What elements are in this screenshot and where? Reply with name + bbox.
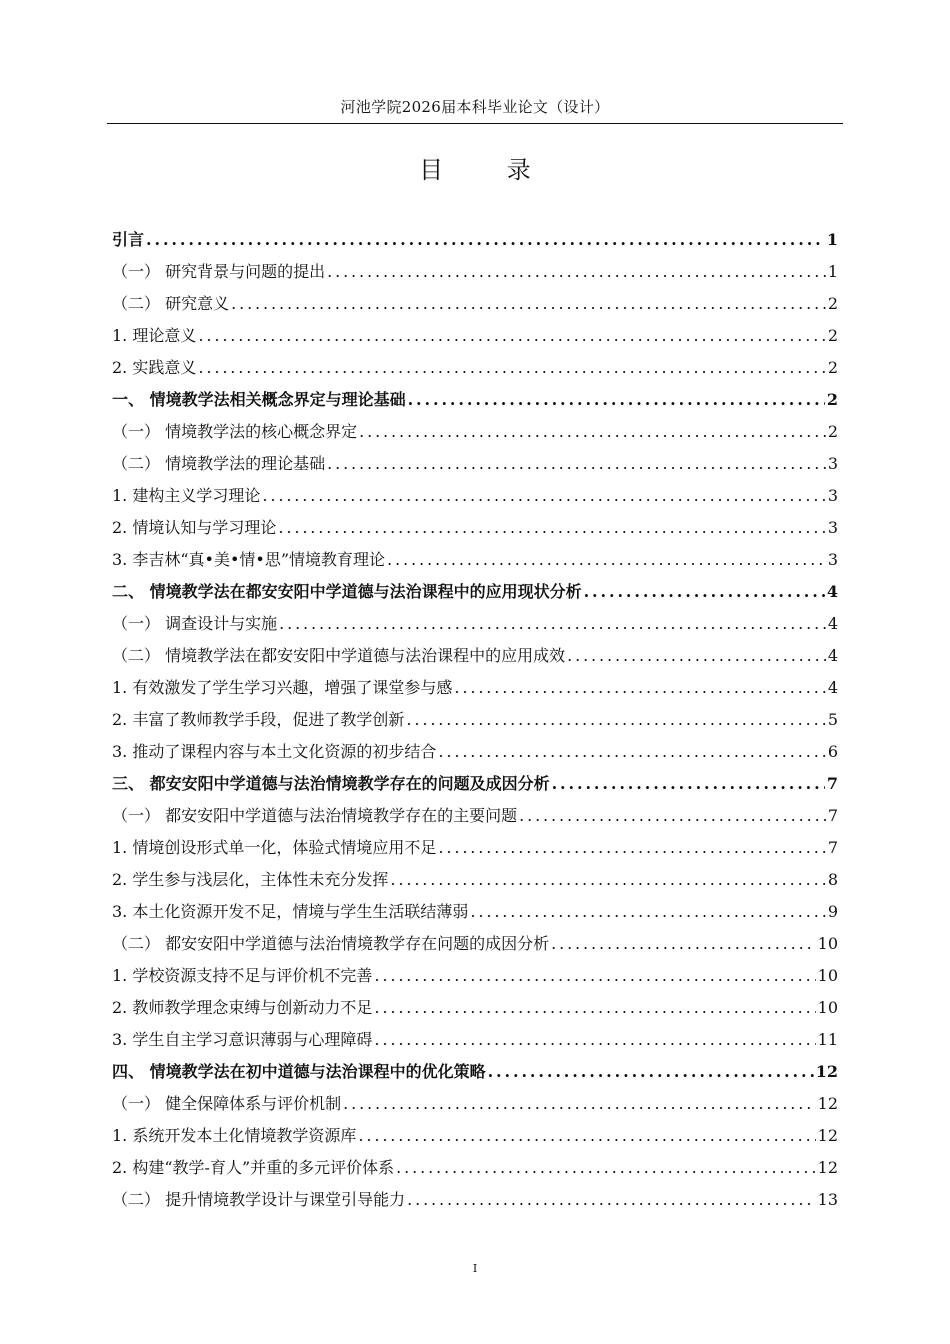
toc-entry-label: （一） 研究背景与问题的提出 <box>112 262 326 281</box>
toc-entry[interactable] <box>112 672 838 704</box>
toc-entry-page: 5 <box>827 710 838 729</box>
toc-leader-dots <box>408 384 825 416</box>
toc-entry-page: 12 <box>817 1094 838 1113</box>
toc-entry-label: （一） 调查设计与实施 <box>112 614 278 633</box>
toc-entry-page: 2 <box>827 358 838 377</box>
toc-entry[interactable] <box>112 544 838 576</box>
toc-entry[interactable] <box>112 320 838 352</box>
toc-entry-label: 2. 教师教学理念束缚与创新动力不足 <box>112 998 373 1017</box>
toc-entry-label: 三、 都安安阳中学道德与法治情境教学存在的问题及成因分析 <box>112 774 550 793</box>
toc-entry[interactable] <box>112 288 838 320</box>
toc-entry[interactable] <box>112 576 838 608</box>
toc-entry[interactable] <box>112 224 838 256</box>
toc-entry-page: 2 <box>827 294 838 313</box>
toc-entry-label: 2. 构建“教学-育人”并重的多元评价体系 <box>112 1158 395 1177</box>
toc-entry-page: 3 <box>827 518 838 537</box>
toc-entry-label: 3. 推动了课程内容与本土文化资源的初步结合 <box>112 742 437 761</box>
toc-entry-page: 8 <box>827 870 838 889</box>
toc-entry-label: 2. 情境认知与学习理论 <box>112 518 277 537</box>
toc-entry-label: 四、 情境教学法在初中道德与法治课程中的优化策略 <box>112 1062 486 1081</box>
toc-leader-dots <box>488 1056 814 1088</box>
toc-leader-dots <box>198 320 825 352</box>
toc-entry[interactable] <box>112 992 838 1024</box>
toc-leader-dots <box>438 736 825 768</box>
toc-entry[interactable] <box>112 256 838 288</box>
toc-entry-label: （二） 提升情境教学设计与课堂引导能力 <box>112 1190 406 1209</box>
toc-entry[interactable] <box>112 608 838 640</box>
toc-leader-dots <box>407 1184 816 1216</box>
toc-entry-page: 2 <box>827 422 838 441</box>
toc-entry[interactable] <box>112 768 838 800</box>
toc-entry-label: 1. 系统开发本土化情境教学资源库 <box>112 1126 357 1145</box>
toc-leader-dots <box>552 768 825 800</box>
toc-entry[interactable] <box>112 512 838 544</box>
toc-leader-dots <box>519 800 826 832</box>
toc-entry-page: 10 <box>817 966 838 985</box>
toc-entry[interactable] <box>112 864 838 896</box>
toc-entry-page: 6 <box>827 742 838 761</box>
toc-entry-page: 9 <box>827 902 838 921</box>
toc-leader-dots <box>551 928 816 960</box>
toc-entry-page: 7 <box>827 806 838 825</box>
toc-entry-label: 1. 建构主义学习理论 <box>112 486 261 505</box>
toc-entry[interactable] <box>112 1120 838 1152</box>
toc-leader-dots <box>390 864 825 896</box>
toc-entry-label: 一、 情境教学法相关概念界定与理论基础 <box>112 390 406 409</box>
toc-leader-dots <box>438 832 825 864</box>
toc-entry-page: 3 <box>827 454 838 473</box>
toc-entry-label: （二） 情境教学法在都安安阳中学道德与法治课程中的应用成效 <box>112 646 566 665</box>
toc-entry-label: （一） 情境教学法的核心概念界定 <box>112 422 358 441</box>
toc-entry-page: 2 <box>826 390 838 409</box>
toc-entry-label: 1. 学校资源支持不足与评价机不完善 <box>112 966 373 985</box>
toc-entry[interactable] <box>112 800 838 832</box>
toc-entry-label: 1. 理论意义 <box>112 326 197 345</box>
header-rule <box>107 123 843 124</box>
toc-entry-page: 12 <box>817 1158 838 1177</box>
toc-leader-dots <box>343 1088 816 1120</box>
page-number-footer: I <box>472 1262 478 1275</box>
toc-entry[interactable] <box>112 352 838 384</box>
toc-entry-label: 3. 李吉林“真•美•情•思”情境教育理论 <box>112 550 386 569</box>
toc-entry-label: （二） 研究意义 <box>112 294 230 313</box>
toc-leader-dots <box>584 576 825 608</box>
toc-leader-dots <box>327 256 826 288</box>
toc-entry-page: 2 <box>827 326 838 345</box>
toc-entry-page: 1 <box>826 230 838 249</box>
table-of-contents <box>112 224 838 1216</box>
toc-entry-page: 4 <box>827 614 838 633</box>
toc-entry[interactable] <box>112 1024 838 1056</box>
toc-entry-label: 1. 有效激发了学生学习兴趣，增强了课堂参与感 <box>112 678 453 697</box>
toc-entry-label: 2. 实践意义 <box>112 358 197 377</box>
toc-entry-page: 10 <box>817 934 838 953</box>
toc-entry[interactable] <box>112 416 838 448</box>
toc-leader-dots <box>358 1120 815 1152</box>
toc-entry[interactable] <box>112 448 838 480</box>
toc-entry[interactable] <box>112 704 838 736</box>
toc-entry-label: 3. 学生自主学习意识薄弱与心理障碍 <box>112 1030 373 1049</box>
toc-entry[interactable] <box>112 1184 838 1216</box>
toc-entry-page: 1 <box>827 262 838 281</box>
toc-entry[interactable] <box>112 480 838 512</box>
toc-leader-dots <box>146 224 825 256</box>
toc-leader-dots <box>262 480 825 512</box>
toc-entry[interactable] <box>112 832 838 864</box>
toc-entry-label: 二、 情境教学法在都安安阳中学道德与法治课程中的应用现状分析 <box>112 582 582 601</box>
toc-entry[interactable] <box>112 1088 838 1120</box>
toc-entry-page: 4 <box>827 678 838 697</box>
toc-leader-dots <box>374 1024 815 1056</box>
toc-entry-label: （二） 情境教学法的理论基础 <box>112 454 326 473</box>
toc-leader-dots <box>374 960 815 992</box>
toc-entry-page: 7 <box>827 838 838 857</box>
toc-leader-dots <box>231 288 826 320</box>
toc-entry[interactable] <box>112 736 838 768</box>
toc-entry[interactable] <box>112 896 838 928</box>
toc-entry-page: 13 <box>817 1190 838 1209</box>
toc-entry-page: 12 <box>817 1126 838 1145</box>
toc-entry-label: （一） 都安安阳中学道德与法治情境教学存在的主要问题 <box>112 806 518 825</box>
toc-entry[interactable] <box>112 384 838 416</box>
toc-entry-page: 3 <box>827 550 838 569</box>
toc-entry-page: 12 <box>815 1062 838 1081</box>
toc-leader-dots <box>359 416 826 448</box>
toc-leader-dots <box>387 544 826 576</box>
toc-entry-label: （一） 健全保障体系与评价机制 <box>112 1094 342 1113</box>
toc-leader-dots <box>198 352 825 384</box>
toc-entry-label: 1. 情境创设形式单一化，体验式情境应用不足 <box>112 838 437 857</box>
toc-leader-dots <box>567 640 826 672</box>
toc-entry-page: 7 <box>826 774 838 793</box>
toc-leader-dots <box>454 672 825 704</box>
toc-entry-label: 2. 学生参与浅层化，主体性未充分发挥 <box>112 870 389 889</box>
toc-entry-label: 3. 本土化资源开发不足，情境与学生生活联结薄弱 <box>112 902 469 921</box>
toc-entry-label: 2. 丰富了教师教学手段，促进了教学创新 <box>112 710 405 729</box>
toc-entry[interactable] <box>112 640 838 672</box>
toc-entry[interactable] <box>112 960 838 992</box>
toc-entry-page: 10 <box>817 998 838 1017</box>
toc-entry-page: 4 <box>827 646 838 665</box>
toc-leader-dots <box>470 896 825 928</box>
toc-title: 目 录 <box>419 156 559 184</box>
toc-entry[interactable] <box>112 928 838 960</box>
toc-leader-dots <box>279 608 826 640</box>
toc-leader-dots <box>278 512 825 544</box>
toc-entry-label: 引言 <box>112 230 145 249</box>
running-header: 河池学院2026届本科毕业论文（设计） <box>340 98 610 116</box>
toc-entry-page: 3 <box>827 486 838 505</box>
toc-leader-dots <box>406 704 825 736</box>
toc-entry-page: 4 <box>826 582 838 601</box>
toc-entry-page: 11 <box>817 1030 838 1049</box>
toc-entry[interactable] <box>112 1152 838 1184</box>
toc-leader-dots <box>374 992 815 1024</box>
toc-entry-label: （二） 都安安阳中学道德与法治情境教学存在问题的成因分析 <box>112 934 550 953</box>
toc-entry[interactable] <box>112 1056 838 1088</box>
toc-leader-dots <box>396 1152 816 1184</box>
toc-leader-dots <box>327 448 826 480</box>
